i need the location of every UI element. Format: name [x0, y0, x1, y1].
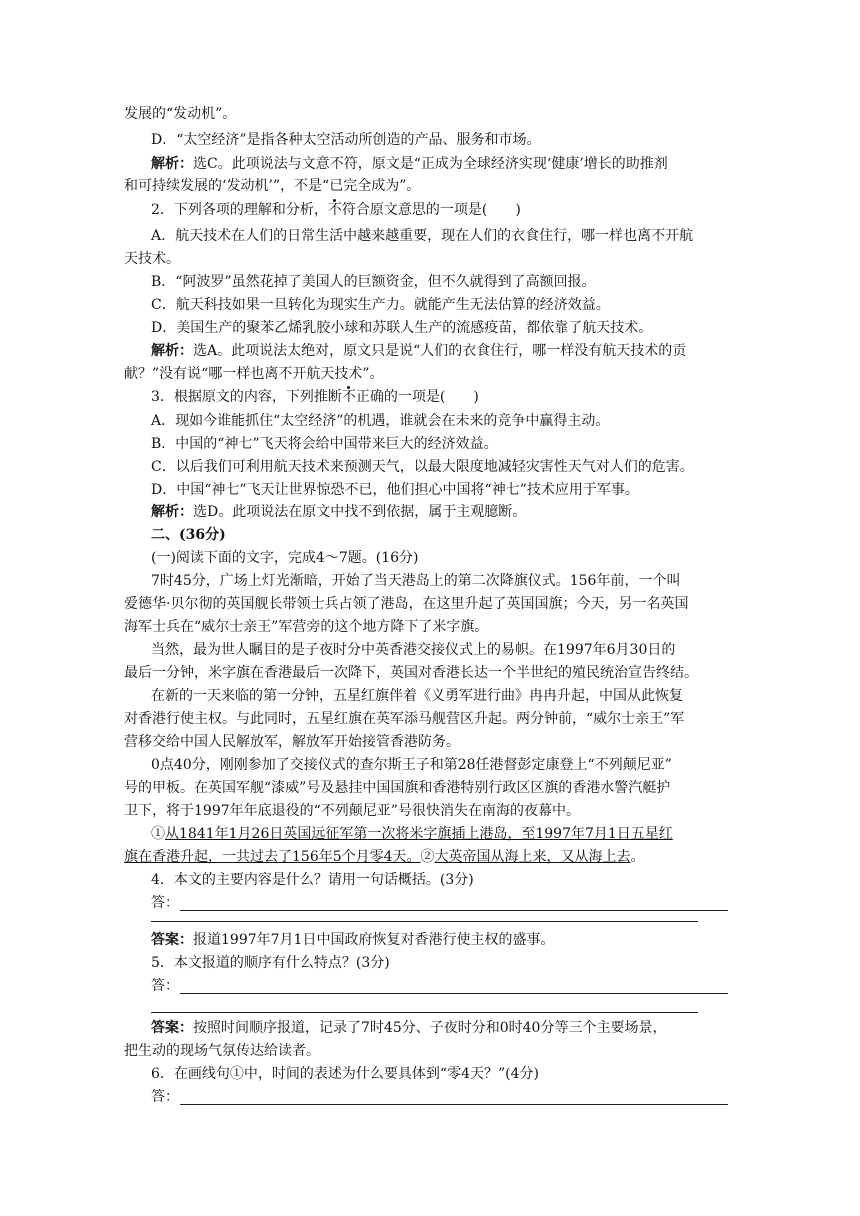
answer-prompt: 答： — [151, 978, 179, 994]
option-a: A．现如今谁能抓住“太空经济”的机遇，谁就会在未来的竞争中赢得主动。 — [151, 413, 610, 429]
underlined-text: 大英帝国从海上来，又从海上去 — [434, 849, 631, 865]
explanation-line — [151, 341, 744, 361]
marker-1: ① — [151, 826, 165, 842]
explanation-label: 解析： — [151, 343, 193, 359]
answer-blank-line[interactable] — [151, 921, 698, 922]
passage-line: 卫下，将于1997年年底退役的“不列颠尼亚”号很快消失在南海的夜幕中。 — [124, 803, 580, 819]
section-instruction: (一)阅读下面的文字，完成4～7题。(16分) — [151, 550, 419, 566]
passage-line: 爱德华·贝尔彻的英国舰长带领士兵占领了港岛，在这里升起了英国国旗；今天，另一名英国 — [124, 596, 689, 612]
passage-line: 当然，最为世人瞩目的是子夜时分中英香港交接仪式上的易帜。在1997年6月30日的 — [151, 642, 676, 658]
underlined-text: 旗在香港升起，一共过去了156年5个月零4天。 — [124, 849, 421, 865]
passage-line: 0点40分，刚刚参加了交接仪式的查尔斯王子和第28任港督彭定康登上“不列颠尼亚” — [151, 757, 672, 773]
question-text: 符合原文意思的一项是( ) — [341, 202, 521, 218]
section-heading: 二、(36分) — [151, 527, 226, 543]
question-2 — [151, 200, 744, 220]
option-a-cont: 天技术。 — [124, 251, 180, 267]
option-d: D．美国生产的聚苯乙烯乳胶小球和苏联人生产的流感疫苗，都依靠了航天技术。 — [151, 320, 653, 336]
question-text: 正确的一项是( ) — [355, 389, 479, 405]
answer-prompt: 答： — [151, 895, 179, 911]
answer-key-cont: 把生动的现场气氛传达给读者。 — [124, 1043, 320, 1059]
punctuation: 。 — [630, 849, 645, 865]
emphasis-char: 不 — [327, 202, 342, 218]
question-5: 5．本文报道的顺序有什么特点？(3分) — [151, 955, 390, 971]
text-line: 发展的“发动机”。 — [124, 106, 237, 122]
answer-blank-line[interactable] — [180, 1104, 728, 1105]
passage-line: 号的甲板。在英国军舰“漆威”号及悬挂中国国旗和香港特别行政区区旗的香港水警汽艇护 — [124, 780, 671, 796]
answer-prompt: 答： — [151, 1089, 179, 1105]
passage-line: 在新的一天来临的第一分钟，五星红旗伴着《义勇军进行曲》冉冉升起，中国从此恢复 — [151, 688, 683, 704]
passage-line: 营移交给中国人民解放军，解放军开始接管香港防务。 — [124, 734, 460, 750]
text-line: 献？”没有说“哪一样也离不开航天技术”。 — [124, 366, 384, 382]
answer-blank-line[interactable] — [180, 993, 728, 994]
explanation-label: 解析： — [151, 504, 193, 520]
text-line: 和可持续发展的‘发动机’”，不是“已完全成为”。 — [124, 178, 421, 194]
answer-blank-line[interactable] — [180, 910, 728, 911]
underlined-sentence-line — [124, 847, 744, 867]
passage-line: 对香港行使主权。与此同时，五星红旗在英军添马舰营区升起。两分钟前，“威尔士亲王”军 — [124, 711, 685, 727]
answer-key — [151, 1018, 744, 1038]
option-c: C．以后我们可利用航天技术来预测天气，以最大限度地减轻灾害性天气对人们的危害。 — [151, 459, 694, 475]
explanation-label: 解析： — [151, 156, 193, 172]
question-text: 2．下列各项的理解和分析， — [151, 202, 328, 218]
option-b: B．中国的“神七”飞天将会给中国带来巨大的经济效益。 — [151, 436, 498, 452]
explanation-text: 选D。此项说法在原文中找不到依据，属于主观臆断。 — [193, 504, 527, 520]
option-c: C．航天科技如果一旦转化为现实生产力。就能产生无法估算的经济效益。 — [151, 297, 610, 313]
explanation-text: 选C。此项说法与文意不符，原文是“正成为全球经济实现‘健康’增长的助推剂 — [193, 156, 668, 172]
explanation-line — [151, 502, 744, 522]
option-a: A．航天技术在人们的日常生活中越来越重要，现在人们的衣食住行，哪一样也离不开航 — [151, 228, 694, 244]
passage-line: 海军士兵在“威尔士亲王”军营旁的这个地方降下了米字旗。 — [124, 619, 489, 635]
explanation-line — [151, 154, 744, 174]
emphasis-char: 不 — [341, 389, 356, 405]
underlined-text: 从1841年1月26日英国远征军第一次将米字旗插上港岛，至1997年7月1日五星红 — [165, 826, 673, 842]
option-b: B．“阿波罗”虽然花掉了美国人的巨额资金，但不久就得到了高额回报。 — [151, 274, 596, 290]
passage-line: 最后一分钟，米字旗在香港最后一次降下，英国对香港长达一个半世纪的殖民统治宣告终结。 — [124, 665, 698, 681]
answer-key — [151, 930, 744, 950]
answer-key-text: 按照时间顺序报道，记录了7时45分、子夜时分和0时40分等三个主要场景， — [193, 1020, 667, 1036]
question-6: 6．在画线句①中，时间的表述为什么要具体到“零4天？”(4分) — [151, 1066, 539, 1082]
question-4: 4．本文的主要内容是什么？请用一句话概括。(3分) — [151, 872, 474, 888]
underlined-sentence-line — [151, 824, 744, 844]
question-text: 3．根据原文的内容，下列推断 — [151, 389, 342, 405]
text-line: D．“太空经济”是指各种太空活动所创造的产品、服务和市场。 — [151, 132, 541, 148]
answer-key-label: 答案： — [151, 1020, 193, 1036]
marker-2: ② — [420, 849, 435, 865]
answer-key-label: 答案： — [151, 932, 193, 948]
answer-blank-line[interactable] — [151, 1012, 698, 1013]
passage-line: 7时45分，广场上灯光渐暗，开始了当天港岛上的第二次降旗仪式。156年前，一个叫 — [151, 573, 681, 589]
answer-key-text: 报道1997年7月1日中国政府恢复对香港行使主权的盛事。 — [193, 932, 555, 948]
option-d: D．中国“神七”飞天让世界惊恐不已，他们担心中国将“神七”技术应用于军事。 — [151, 482, 639, 498]
explanation-text: 选A。此项说法太绝对，原文只是说“人们的衣食住行，哪一样没有航天技术的贡 — [193, 343, 687, 359]
question-3 — [151, 387, 744, 407]
